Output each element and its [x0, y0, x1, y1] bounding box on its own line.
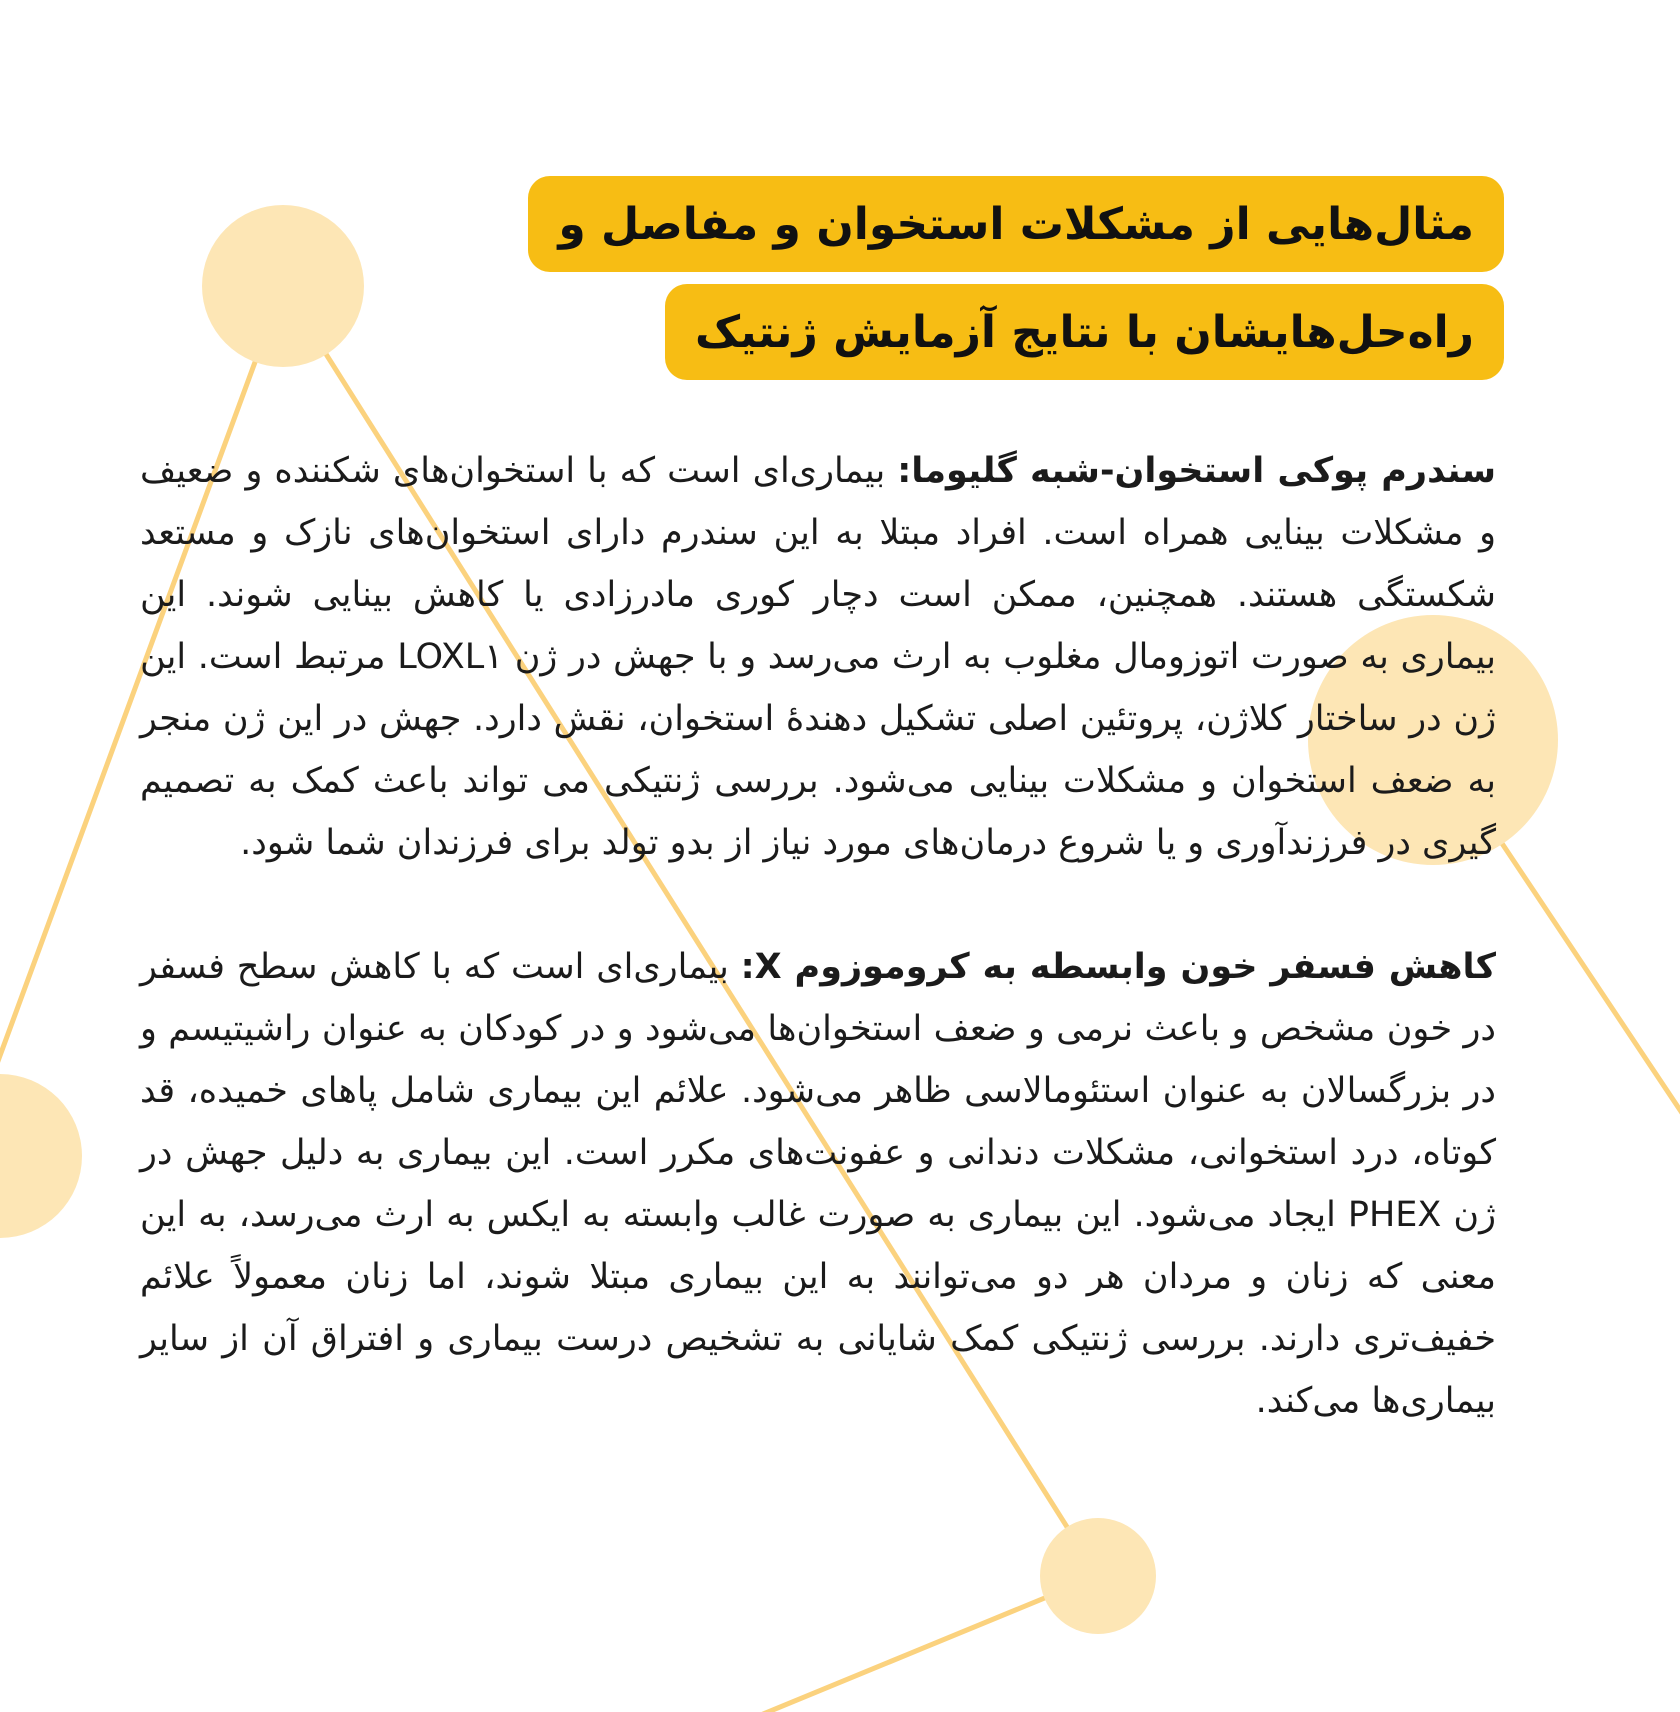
section-term: سندرم پوکی استخوان-شبه گلیوما:	[897, 451, 1496, 491]
title-line-2: راه‌حل‌هایشان با نتایج آزمایش ژنتیک	[665, 284, 1504, 380]
title-block	[528, 176, 1504, 380]
section-text: بیماری‌ای است که با کاهش سطح فسفر در خون مشخص و باعث نرمی و ضعف استخوان‌ها می‌شود و در کودکان به عنوان راشیتیسم و در بزرگسالان به عنوان استئومالاسی ظاهر می‌شود. علائم این بیماری شامل پاهای خمیده، قد کوتاه، درد استخوانی، مشکلات دندانی و عفونت‌های مکرر است. این بیماری به دلیل جهش در ژن PHEX ایجاد می‌شود. این بیماری به صورت غالب وابسته به ایکس به ارث می‌رسد، به این معنی که زنان و مردان هر دو می‌توانند به این بیماری مبتلا شوند، اما زنان معمولاً علائم خفیف‌تری دارند. بررسی ژنتیکی کمک شایانی به تشخیص درست بیماری و افتراق آن از سایر بیماری‌ها می‌کند.	[140, 947, 1497, 1421]
article-body	[140, 440, 1496, 1494]
network-node	[202, 205, 364, 367]
section-text: بیماری‌ای است که با استخوان‌های شکننده و ضعیف و مشکلات بینایی همراه است. افراد مبتلا به این سندرم دارای استخوان‌های نازک و مستعد شکستگی هستند. همچنین، ممکن است دچار کوری مادرزادی یا کاهش بینایی شوند. این بیماری به صورت اتوزومال مغلوب به ارث می‌رسد و با جهش در ژن LOXL۱ مرتبط است. این ژن در ساختار کلاژن، پروتئین اصلی تشکیل دهندۀ استخوان، نقش دارد. جهش در این ژن منجر به ضعف استخوان و مشکلات بینایی می‌شود. بررسی ژنتیکی می تواند باعث کمک به تصمیم گیری در فرزندآوری و یا شروع درمان‌های مورد نیاز از بدو تولد برای فرزندان شما شود.	[140, 451, 1496, 863]
network-node	[0, 1074, 82, 1238]
title-line-1: مثال‌هایی از مشکلات استخوان و مفاصل و	[528, 176, 1504, 272]
section-paragraph	[140, 936, 1496, 1432]
section-paragraph	[140, 440, 1496, 874]
section-term: کاهش فسفر خون وابسطه به کروموزوم X:	[740, 947, 1496, 987]
network-node	[1040, 1518, 1156, 1634]
network-line	[700, 1576, 1098, 1712]
